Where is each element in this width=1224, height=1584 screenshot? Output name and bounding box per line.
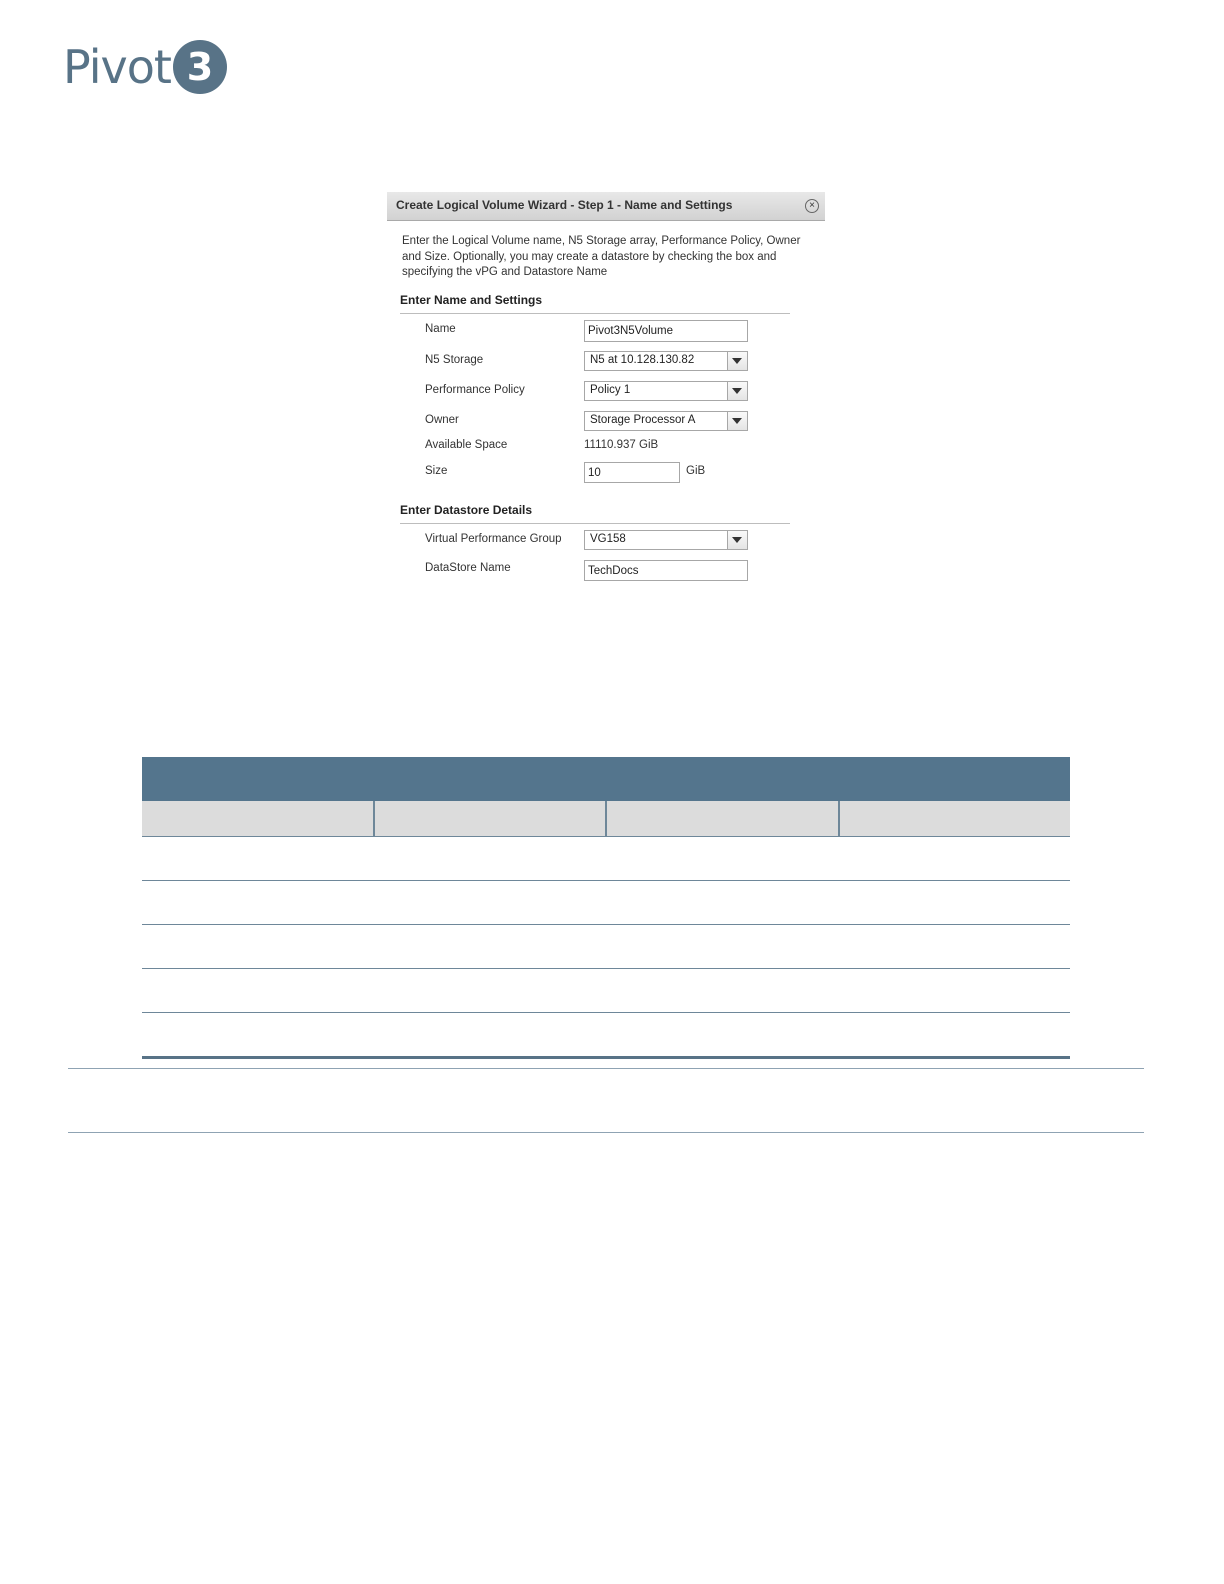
n5-storage-label: N5 Storage — [425, 354, 484, 366]
table-cell — [142, 925, 374, 968]
table-row — [142, 969, 1070, 1013]
table-header-cell — [375, 801, 608, 836]
chevron-down-icon[interactable] — [727, 412, 747, 430]
close-icon[interactable]: × — [805, 199, 819, 213]
owner-select[interactable] — [584, 411, 748, 431]
section-divider — [400, 313, 790, 314]
table-cell — [606, 969, 838, 1012]
footer-divider-bottom — [68, 1132, 1144, 1133]
table-cell — [606, 881, 838, 924]
dialog-title: Create Logical Volume Wizard - Step 1 - Name and Settings — [396, 198, 733, 212]
table-cell — [142, 969, 374, 1012]
table-row — [142, 1013, 1070, 1059]
table-row — [142, 837, 1070, 881]
table-cell — [838, 925, 1070, 968]
datastore-name-label: DataStore Name — [425, 562, 511, 574]
performance-policy-value: Policy 1 — [590, 384, 631, 396]
table-cell — [374, 969, 606, 1012]
parameter-table — [142, 757, 1070, 1059]
table-cell — [838, 1013, 1070, 1056]
dialog-description: Enter the Logical Volume name, N5 Storage array, Performance Policy, Owner and Size. Optionally, you may create a datastore by checking the box and specifying the vPG and Datastore Name — [402, 235, 801, 278]
pivot3-logo — [63, 40, 227, 94]
available-space-value: 11110.937 GiB — [584, 439, 659, 451]
section-divider — [400, 523, 790, 524]
table-cell — [142, 837, 374, 880]
vpg-select[interactable] — [584, 530, 748, 550]
performance-policy-select[interactable] — [584, 381, 748, 401]
table-cell — [142, 881, 374, 924]
performance-policy-label: Performance Policy — [425, 384, 525, 396]
table-cell — [838, 837, 1070, 880]
table-header-cell — [607, 801, 840, 836]
section-title-datastore: Enter Datastore Details — [400, 503, 533, 517]
table-row — [142, 925, 1070, 969]
table-header-cell — [142, 801, 375, 836]
n5-storage-select[interactable] — [584, 351, 748, 371]
table-cell — [838, 881, 1070, 924]
size-unit: GiB — [686, 465, 706, 477]
table-cell — [606, 837, 838, 880]
size-input[interactable]: 10 — [584, 462, 680, 483]
footer-divider-top — [68, 1068, 1144, 1069]
chevron-down-icon[interactable] — [727, 531, 747, 549]
n5-storage-value: N5 at 10.128.130.82 — [590, 354, 695, 366]
table-cell — [374, 837, 606, 880]
table-header-cell — [840, 801, 1071, 836]
logo-3-icon: 3 — [173, 40, 227, 94]
chevron-down-icon[interactable] — [727, 382, 747, 400]
logo-wordmark: Pivot — [63, 40, 171, 94]
dialog-header — [387, 192, 825, 221]
size-label: Size — [425, 465, 448, 477]
table-header-row — [142, 801, 1070, 837]
table-row — [142, 881, 1070, 925]
name-input[interactable]: Pivot3N5Volume — [584, 320, 748, 342]
table-cell — [142, 1013, 374, 1056]
vpg-label: Virtual Performance Group — [425, 533, 562, 545]
datastore-name-input[interactable]: TechDocs — [584, 560, 748, 581]
table-cell — [838, 969, 1070, 1012]
create-logical-volume-dialog — [387, 192, 825, 592]
table-cell — [374, 1013, 606, 1056]
table-cell — [606, 925, 838, 968]
section-title-name-settings: Enter Name and Settings — [400, 293, 543, 307]
owner-value: Storage Processor A — [590, 414, 696, 426]
vpg-value: VG158 — [590, 533, 626, 545]
table-title-bar — [142, 757, 1070, 801]
table-cell — [374, 925, 606, 968]
table-cell — [606, 1013, 838, 1056]
chevron-down-icon[interactable] — [727, 352, 747, 370]
name-label: Name — [425, 323, 456, 335]
owner-label: Owner — [425, 414, 459, 426]
table-cell — [374, 881, 606, 924]
available-space-label: Available Space — [425, 439, 508, 451]
